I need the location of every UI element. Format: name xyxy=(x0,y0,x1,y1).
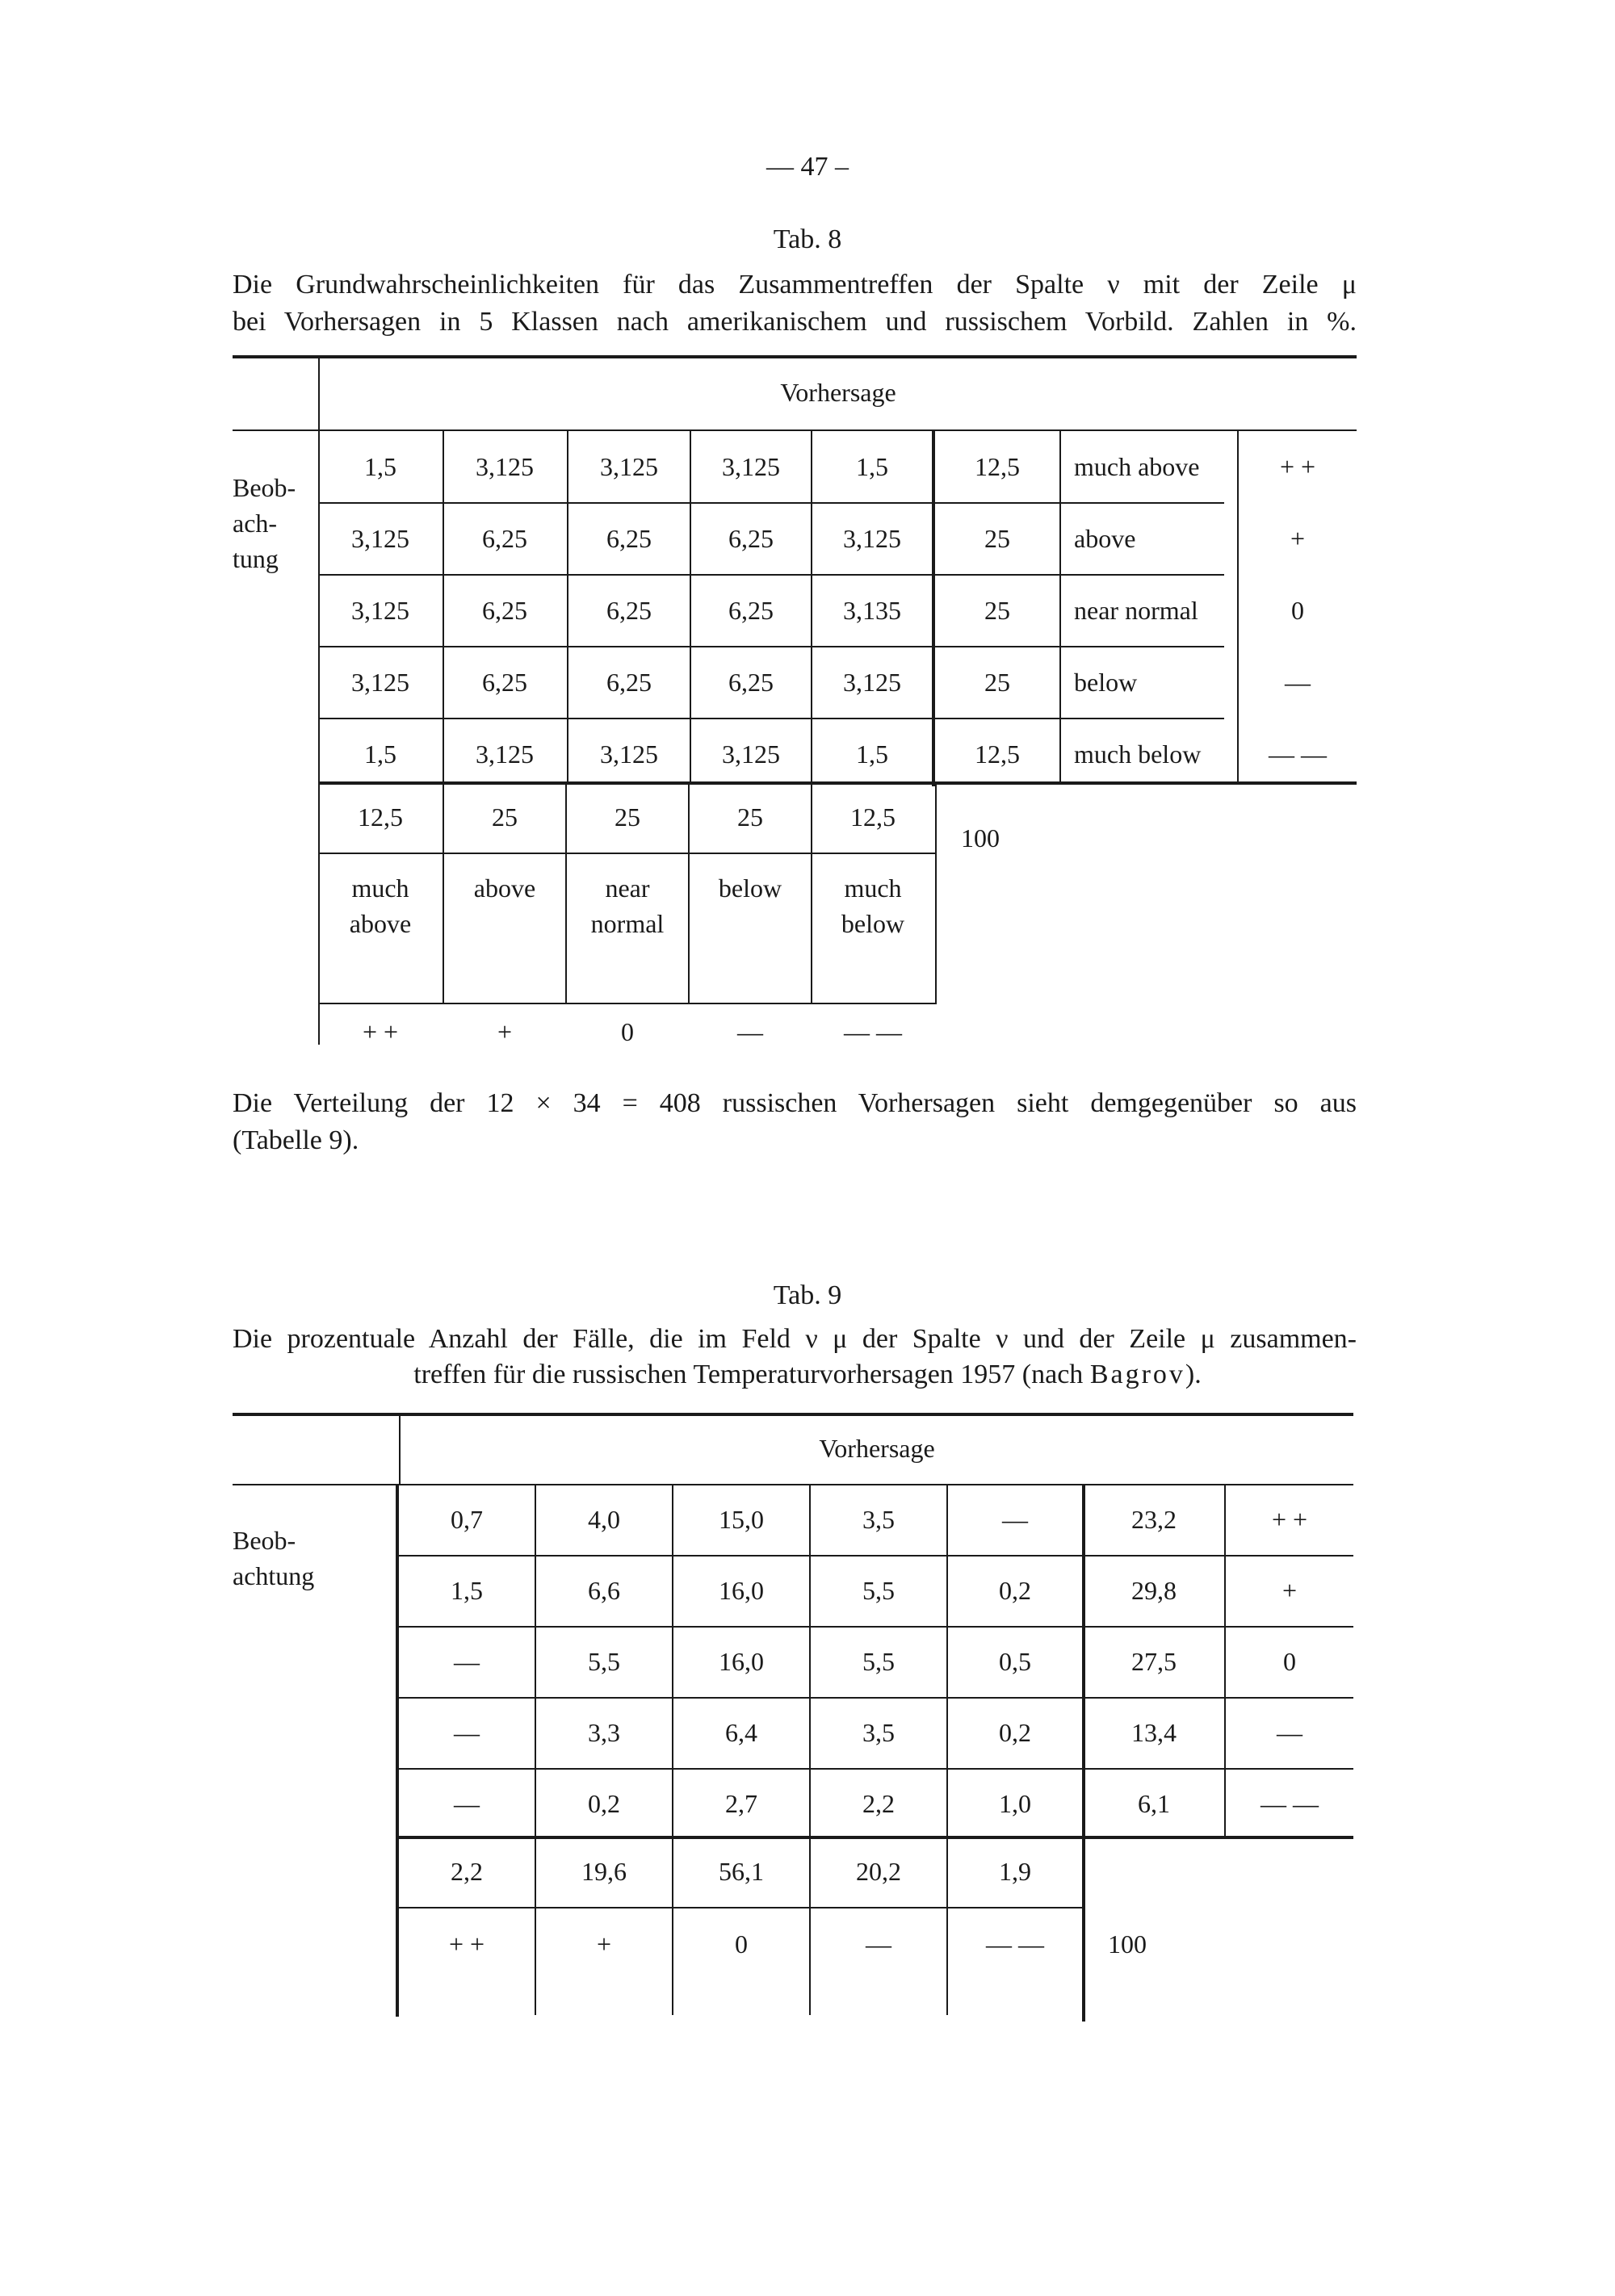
tab8-col-symbol: — xyxy=(737,1017,763,1046)
tab9-cell: — xyxy=(454,1789,480,1818)
tab9-inner-divider xyxy=(1082,1485,1085,2022)
tab9-cell: 5,5 xyxy=(862,1647,895,1676)
tab8-row-name: above xyxy=(1074,524,1136,553)
tab8-row-label-3: tung xyxy=(233,544,279,573)
tab9-cell: 3,3 xyxy=(588,1718,620,1747)
tab9-sum-rule xyxy=(396,1836,1353,1839)
tab8-row-total: 12,5 xyxy=(975,739,1020,769)
tab8-cell: 3,135 xyxy=(843,596,901,625)
tab9-caption-line2a: treffen für die russischen Temperaturvorhersagen 1957 (nach xyxy=(413,1360,1090,1389)
tab9-col-total: 2,2 xyxy=(451,1857,483,1886)
tab9-cell: 3,5 xyxy=(862,1718,895,1747)
tab9-col-total: 20,2 xyxy=(856,1857,901,1886)
tab9-row-rule-1 xyxy=(399,1555,1353,1557)
tab9-cell: 4,0 xyxy=(588,1505,620,1534)
tab8-cell: 3,125 xyxy=(843,668,901,697)
tab8-cell: 6,25 xyxy=(606,524,652,553)
tab8-label: Tab. 8 xyxy=(773,224,842,254)
tab9-cell: — xyxy=(454,1718,480,1747)
tab9-cell: 0,5 xyxy=(999,1647,1031,1676)
tab8-cell: 3,125 xyxy=(351,524,409,553)
tab8-caption-line2: bei Vorhersagen in 5 Klassen nach amerikanischem und russischem Vorbild. Zahlen in %. xyxy=(233,307,1357,337)
tab9-cell: 0,2 xyxy=(999,1576,1031,1605)
tab8-cell: 3,125 xyxy=(351,668,409,697)
tab8-cell: 3,125 xyxy=(600,452,658,481)
tab8-cell: 6,25 xyxy=(606,668,652,697)
tab9-colblock-rule xyxy=(399,1907,1082,1908)
tab8-row-name: much below xyxy=(1074,739,1202,769)
tab8-caption-line1: Die Grundwahrscheinlichkeiten für das Zusammentreffen der Spalte ν mit der Zeile μ xyxy=(233,270,1357,300)
tab8-cell: 1,5 xyxy=(856,452,888,481)
tab8-row-label-2: ach- xyxy=(233,509,278,538)
tab8-cell: 6,25 xyxy=(728,668,774,697)
tab9-cell: 5,5 xyxy=(588,1647,620,1676)
tab9-cell: 6,6 xyxy=(588,1576,620,1605)
tab9-col-total: 19,6 xyxy=(581,1857,627,1886)
tab8-col-name-1: much xyxy=(844,874,902,903)
tab8-row-total: 25 xyxy=(984,668,1010,697)
tab9-row-rule-2 xyxy=(399,1626,1353,1628)
paragraph-line2: (Tabelle 9). xyxy=(233,1125,359,1155)
tab8-row-symbol: 0 xyxy=(1291,596,1304,625)
tab9-cell: 5,5 xyxy=(862,1576,895,1605)
tab8-row-label-1: Beob- xyxy=(233,473,296,502)
tab9-col-symbol: 0 xyxy=(735,1929,748,1959)
tab8-col-total: 25 xyxy=(737,802,763,832)
tab9-cell: 0,2 xyxy=(588,1789,620,1818)
tab9-col-symbol: + xyxy=(596,1929,612,1959)
tab8-col-name-2: below xyxy=(841,909,905,938)
tab8-row-symbol: — — xyxy=(1269,739,1327,769)
tab9-row-total: 6,1 xyxy=(1138,1789,1170,1818)
tab8-row-total: 25 xyxy=(984,524,1010,553)
tab8-col-name-1: much xyxy=(351,874,409,903)
tab9-col-symbol: — xyxy=(866,1929,891,1959)
tab8-col-name-1: below xyxy=(718,874,782,903)
tab8-header: Vorhersage xyxy=(780,378,896,407)
tab8-grand-total: 100 xyxy=(961,823,1000,853)
tab8-col-symbol: 0 xyxy=(621,1017,634,1046)
tab8-cell: 6,25 xyxy=(482,668,527,697)
tab8-col-total: 12,5 xyxy=(358,802,403,832)
tab8-cell: 6,25 xyxy=(728,596,774,625)
tab9-cell: — xyxy=(454,1647,480,1676)
tab9-col-symbol: — — xyxy=(986,1929,1044,1959)
tab8-cell: 3,125 xyxy=(476,739,534,769)
tab8-cell: 3,125 xyxy=(722,452,780,481)
tab9-row-label-1: Beob- xyxy=(233,1526,296,1555)
tab9-row-label-2: achtung xyxy=(233,1561,315,1590)
tab8-col-total: 12,5 xyxy=(850,802,896,832)
tab8-row-total: 12,5 xyxy=(975,452,1020,481)
tab9-cell: 0,2 xyxy=(999,1718,1031,1747)
tab8-col-total: 25 xyxy=(615,802,640,832)
tab8-col-name-2: normal xyxy=(590,909,665,938)
tab9-top-rule xyxy=(233,1413,1353,1416)
tab8-row-symbol: + + xyxy=(1279,452,1316,481)
tab9-row-symbol: — — xyxy=(1261,1789,1319,1818)
tab8-row-name: below xyxy=(1074,668,1138,697)
tab9-row-total: 23,2 xyxy=(1131,1505,1177,1534)
tab8-cell: 3,125 xyxy=(722,739,780,769)
tab9-caption-line2b: ). xyxy=(1185,1360,1202,1389)
tab9-col-symbol: + + xyxy=(448,1929,485,1959)
tab9-header: Vorhersage xyxy=(819,1434,935,1463)
tab9-row-total: 13,4 xyxy=(1131,1718,1177,1747)
tab8-cell: 6,25 xyxy=(482,524,527,553)
tab9-cell: 1,0 xyxy=(999,1789,1031,1818)
tab8-cell: 6,25 xyxy=(482,596,527,625)
tab8-cell: 3,125 xyxy=(476,452,534,481)
tab8-col-name-2: above xyxy=(349,909,412,938)
tab8-row-name: near normal xyxy=(1074,596,1198,625)
tab9-cell: 2,2 xyxy=(862,1789,895,1818)
tab9-cell: 6,4 xyxy=(725,1718,757,1747)
tab8-cell: 3,125 xyxy=(351,596,409,625)
tab9-cell: 1,5 xyxy=(451,1576,483,1605)
tab9-row-total: 29,8 xyxy=(1131,1576,1177,1605)
tab9-row-rule-4 xyxy=(399,1768,1353,1770)
tab9-col-total: 1,9 xyxy=(999,1857,1031,1886)
tab9-row-rule-3 xyxy=(399,1697,1353,1699)
tab8-row-name: much above xyxy=(1074,452,1200,481)
tab8-cell: 1,5 xyxy=(364,739,396,769)
tab8-cell: 6,25 xyxy=(728,524,774,553)
tab8-row-symbol: — xyxy=(1285,668,1311,697)
paragraph-line1: Die Verteilung der 12 × 34 = 408 russischen Vorhersagen sieht demgegenüber so aus xyxy=(233,1088,1357,1118)
tab9-row-symbol: + xyxy=(1282,1576,1298,1605)
tab8-col-name-1: near xyxy=(605,874,650,903)
tab9-caption-line1: Die prozentuale Anzahl der Fälle, die im Feld ν μ der Spalte ν und der Zeile μ zusammen- xyxy=(233,1324,1357,1354)
tab8-cell: 6,25 xyxy=(606,596,652,625)
tab9-row-symbol: — xyxy=(1277,1718,1302,1747)
tab8-row-symbol: + xyxy=(1290,524,1306,553)
tab8-col-symbol: + xyxy=(497,1017,513,1046)
tab9-col-total: 56,1 xyxy=(719,1857,764,1886)
tab9-cell: 0,7 xyxy=(451,1505,483,1534)
tab9-row-total: 27,5 xyxy=(1131,1647,1177,1676)
page-number: — 47 – xyxy=(766,152,849,182)
tab8-cell: 1,5 xyxy=(364,452,396,481)
tab9-label: Tab. 9 xyxy=(773,1280,842,1310)
tab9-cell: 15,0 xyxy=(719,1505,764,1534)
tab9-caption-author: Bagrov xyxy=(1089,1360,1185,1389)
tab8-cell: 1,5 xyxy=(856,739,888,769)
tab9-grand-total: 100 xyxy=(1108,1929,1147,1959)
tab9-cell: 16,0 xyxy=(719,1576,764,1605)
tab8-col-symbol: + + xyxy=(362,1017,399,1046)
tab9-cell: — xyxy=(1002,1505,1028,1534)
tab8-cell: 3,125 xyxy=(600,739,658,769)
tab9-cell: 2,7 xyxy=(725,1789,757,1818)
tab8-row-total: 25 xyxy=(984,596,1010,625)
tab9-row-symbol: + + xyxy=(1271,1505,1308,1534)
tab8-cell: 3,125 xyxy=(843,524,901,553)
tab8-col-total: 25 xyxy=(492,802,518,832)
tab9-header-rule xyxy=(233,1484,1353,1485)
tab9-cell: 3,5 xyxy=(862,1505,895,1534)
tab8-col-name-1: above xyxy=(473,874,536,903)
tab9-row-symbol: 0 xyxy=(1283,1647,1296,1676)
tab9-cell: 16,0 xyxy=(719,1647,764,1676)
tab8-col-symbol: — — xyxy=(844,1017,902,1046)
